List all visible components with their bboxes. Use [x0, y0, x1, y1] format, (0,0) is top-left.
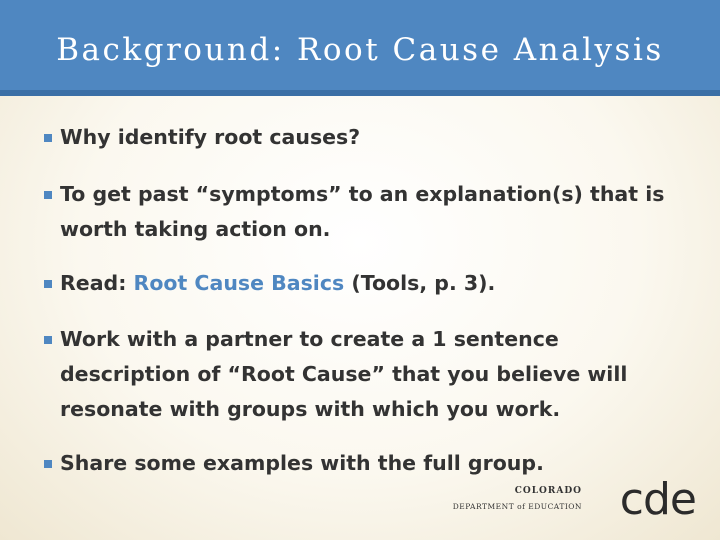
- bullet-text: Share some examples with the full group.: [60, 451, 544, 475]
- bullet-marker-icon: [44, 280, 52, 288]
- logo-department-text: DEPARTMENT of EDUCATION: [452, 502, 582, 511]
- bullet-text: Why identify root causes?: [60, 125, 361, 149]
- bullet-item: [44, 120, 684, 155]
- cde-logo: [452, 474, 696, 526]
- title-bar: [0, 0, 720, 96]
- logo-mark: cde: [619, 474, 696, 525]
- bullet-marker-icon: [44, 134, 52, 142]
- bullet-item: [44, 177, 684, 247]
- bullet-marker-icon: [44, 191, 52, 199]
- bullet-item: [44, 322, 684, 427]
- bullet-marker-icon: [44, 460, 52, 468]
- bullet-item: [44, 446, 684, 481]
- bullet-marker-icon: [44, 336, 52, 344]
- bullet-text: To get past “symptoms” to an explanation(s) that is worth taking action on.: [60, 182, 665, 241]
- bullet-text-suffix: (Tools, p. 3).: [344, 271, 496, 295]
- logo-state-text: COLORADO: [514, 486, 582, 496]
- root-cause-basics-link[interactable]: Root Cause Basics: [133, 271, 345, 295]
- bullet-text: Work with a partner to create a 1 sentence description of “Root Cause” that you believe will resonate with groups with which you work.: [60, 327, 628, 421]
- bullet-item: [44, 266, 684, 301]
- slide-title: Background: Root Cause Analysis: [56, 32, 664, 68]
- bullet-text-prefix: Read:: [60, 271, 134, 295]
